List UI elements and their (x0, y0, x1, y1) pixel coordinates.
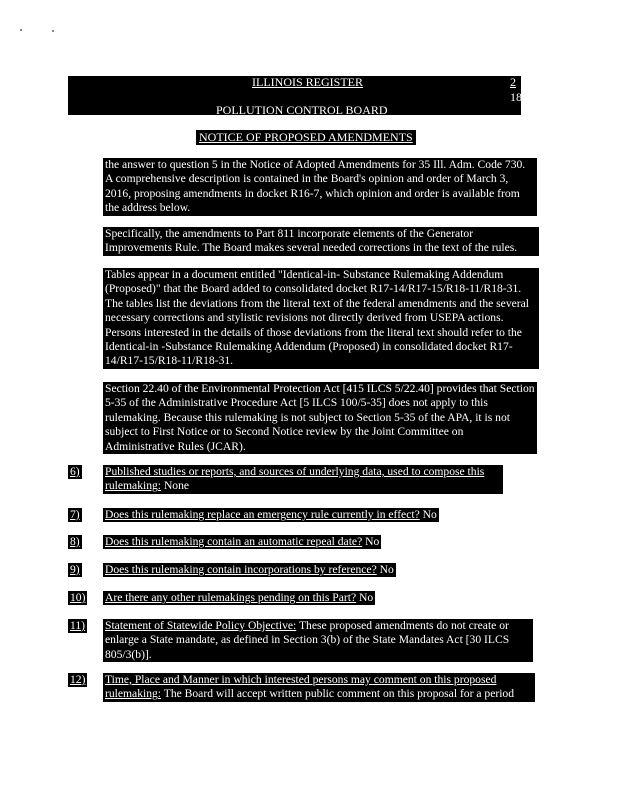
item-label: Does this rulemaking replace an emergency rule currently in effect? (105, 508, 420, 521)
item-automatic-repeal (103, 535, 381, 549)
scan-speck (20, 29, 22, 31)
item-number: 11) (70, 619, 86, 632)
page-number: 2 (510, 75, 516, 89)
register-title: ILLINOIS REGISTER (252, 75, 363, 89)
item-number: 8) (70, 535, 80, 548)
item-number: 9) (70, 563, 80, 576)
item-published-studies (103, 465, 503, 494)
item-value: No (379, 563, 394, 576)
item-value: No (359, 591, 374, 604)
item-label: Does this rulemaking contain incorporations by reference? (105, 563, 377, 576)
item-label: Does this rulemaking contain an automatic repeal date? (105, 535, 363, 548)
volume-number: 18 (510, 90, 522, 104)
scan-speck (52, 30, 54, 32)
paragraph-section-22-40: Section 22.40 of the Environmental Protection Act [415 ILCS 5/22.40] provides that Section 5-35 of the Administrative Procedure Act [5 ILCS 100/5-35] does not apply to this rulemaking. Because this rulemaking is not subject to Section 5-35 of the APA, it is not subject to First Notice or to Second Notice review by the Joint Committee on Administrative Rules (JCAR). (103, 382, 537, 454)
item-value: The Board will accept written public comment on this proposal for a period (163, 687, 515, 701)
item-comment-manner (103, 673, 535, 702)
item-number: 7) (70, 508, 80, 521)
item-label: Statement of Statewide Policy Objective: (105, 619, 297, 632)
item-number: 12) (70, 673, 86, 686)
item-pending-rulemakings (103, 591, 375, 605)
item-value: None (163, 479, 190, 493)
paragraph-comprehensive-description: the answer to question 5 in the Notice of Adopted Amendments for 35 Ill. Adm. Code 730. A comprehensive description is contained in the Board's opinion and order of March 3, 2016, proposing amendments in docket R16-7, which opinion and order is available from the address below. (103, 158, 537, 216)
item-value: These proposed amendments do not create or enlarge a State mandate, as defined in Section 3(b) of the State Mandates Act [30 ILCS 805/3(b)]. (105, 619, 510, 661)
item-policy-objective (103, 619, 533, 662)
item-value: No (365, 535, 380, 548)
item-label: Are there any other rulemakings pending on this Part? (105, 591, 357, 604)
item-number: 6) (70, 465, 80, 478)
notice-heading: NOTICE OF PROPOSED AMENDMENTS (196, 130, 416, 145)
item-number: 10) (70, 591, 86, 604)
item-value: No (422, 508, 437, 521)
paragraph-tables: Tables appear in a document entitled "Identical-in- Substance Rulemaking Addendum (Proposed)" that the Board added to consolidated docket R17-14/R17-15/R18-11/R18-31. The tables list the deviations from the literal text of the federal amendments and the several necessary corrections and stylistic revisions not directly derived from USEPA actions. Persons interested in the details of those deviations from the literal text should refer to the Identical-in -Substance Rulemaking Addendum (Proposed) in consolidated docket R17-14/R17-15/R18-11/R18-31. (103, 268, 539, 369)
item-label: Published studies or reports, and sources of underlying data, used to compose this rulemaking: (105, 465, 485, 493)
paragraph-part-811: Specifically, the amendments to Part 811 incorporate elements of the Generator Improvements Rule. The Board makes several needed corrections in the text of the rules. (103, 227, 539, 256)
item-label: Time, Place and Manner in which interested persons may comment on this proposed rulemaking: (105, 673, 497, 701)
board-name: POLLUTION CONTROL BOARD (216, 103, 388, 117)
item-emergency-rule (103, 508, 439, 522)
item-incorporations (103, 563, 396, 577)
